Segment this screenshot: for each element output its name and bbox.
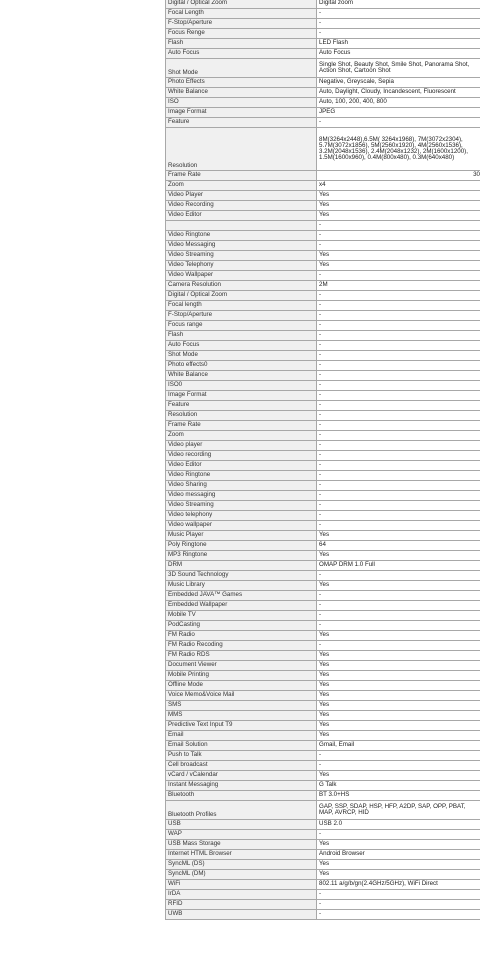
spec-value: BT 3.0+HS bbox=[317, 791, 480, 801]
spec-value: - bbox=[317, 890, 480, 900]
spec-row bbox=[166, 29, 480, 39]
spec-row bbox=[166, 880, 480, 890]
spec-value: Yes bbox=[317, 191, 480, 201]
spec-row bbox=[166, 461, 480, 471]
spec-row bbox=[166, 910, 480, 920]
spec-value: - bbox=[317, 19, 480, 29]
spec-label: IrDA bbox=[166, 890, 317, 900]
spec-row bbox=[166, 191, 480, 201]
spec-row bbox=[166, 751, 480, 761]
spec-label: Video Wallpaper bbox=[166, 271, 317, 281]
spec-row bbox=[166, 311, 480, 321]
spec-value: - bbox=[317, 571, 480, 581]
spec-row bbox=[166, 431, 480, 441]
spec-label: Photo effects0 bbox=[166, 361, 317, 371]
spec-label: SyncML (DM) bbox=[166, 870, 317, 880]
spec-row bbox=[166, 731, 480, 741]
spec-value: JPEG bbox=[317, 108, 480, 118]
spec-row bbox=[166, 371, 480, 381]
spec-label: Cell broadcast bbox=[166, 761, 317, 771]
spec-value: - bbox=[317, 291, 480, 301]
spec-value: Yes bbox=[317, 731, 480, 741]
spec-row bbox=[166, 661, 480, 671]
spec-row bbox=[166, 791, 480, 801]
spec-label: USB Mass Storage bbox=[166, 840, 317, 850]
spec-row bbox=[166, 9, 480, 19]
spec-row bbox=[166, 128, 480, 171]
spec-row bbox=[166, 471, 480, 481]
spec-label: Focus range bbox=[166, 321, 317, 331]
spec-label: Resolution bbox=[166, 411, 317, 421]
spec-value: 2M bbox=[317, 281, 480, 291]
spec-label: Video messaging bbox=[166, 491, 317, 501]
spec-value: 30 bbox=[317, 171, 480, 181]
spec-label: Music Player bbox=[166, 531, 317, 541]
spec-label: Mobile TV bbox=[166, 611, 317, 621]
spec-row bbox=[166, 830, 480, 840]
spec-value: - bbox=[317, 641, 480, 651]
spec-row bbox=[166, 890, 480, 900]
spec-label: Video Editor bbox=[166, 211, 317, 221]
spec-value: - bbox=[317, 381, 480, 391]
spec-value: G Talk bbox=[317, 781, 480, 791]
spec-row bbox=[166, 271, 480, 281]
spec-row bbox=[166, 221, 480, 231]
spec-label: SyncML (DS) bbox=[166, 860, 317, 870]
spec-value: Yes bbox=[317, 531, 480, 541]
spec-row bbox=[166, 98, 480, 108]
spec-row bbox=[166, 88, 480, 98]
spec-label: Video Ringtone bbox=[166, 231, 317, 241]
spec-label: Email Solution bbox=[166, 741, 317, 751]
spec-value: - bbox=[317, 601, 480, 611]
spec-row bbox=[166, 261, 480, 271]
spec-row bbox=[166, 361, 480, 371]
spec-label: Shot Mode bbox=[166, 351, 317, 361]
spec-label: Mobile Printing bbox=[166, 671, 317, 681]
spec-table bbox=[165, 0, 480, 920]
spec-value: x4 bbox=[317, 181, 480, 191]
spec-row bbox=[166, 49, 480, 59]
spec-row bbox=[166, 681, 480, 691]
spec-label: Auto Focus bbox=[166, 341, 317, 351]
spec-label: Video Telephony bbox=[166, 261, 317, 271]
spec-row bbox=[166, 850, 480, 860]
spec-value: - bbox=[317, 591, 480, 601]
spec-row bbox=[166, 441, 480, 451]
spec-row bbox=[166, 521, 480, 531]
spec-label: FM Radio RDS bbox=[166, 651, 317, 661]
spec-label: Feature bbox=[166, 118, 317, 128]
spec-value: - bbox=[317, 311, 480, 321]
spec-row bbox=[166, 551, 480, 561]
spec-label: Photo Effects bbox=[166, 78, 317, 88]
spec-row bbox=[166, 0, 480, 9]
spec-value: - bbox=[317, 830, 480, 840]
spec-label: Focal length bbox=[166, 301, 317, 311]
spec-value: - bbox=[317, 431, 480, 441]
spec-label: Focal Length bbox=[166, 9, 317, 19]
spec-value: Auto, 100, 200, 400, 800 bbox=[317, 98, 480, 108]
spec-row bbox=[166, 331, 480, 341]
spec-value: Single Shot, Beauty Shot, Smile Shot, Panorama Shot, Action Shot, Cartoon Shot bbox=[317, 59, 480, 78]
spec-label: Instant Messaging bbox=[166, 781, 317, 791]
spec-value: Yes bbox=[317, 261, 480, 271]
spec-value: - bbox=[317, 341, 480, 351]
spec-label: F-Stop/Aperture bbox=[166, 19, 317, 29]
spec-row bbox=[166, 531, 480, 541]
spec-row bbox=[166, 801, 480, 820]
spec-value: - bbox=[317, 371, 480, 381]
spec-label: Image Format bbox=[166, 391, 317, 401]
spec-row bbox=[166, 651, 480, 661]
spec-label: Push to Talk bbox=[166, 751, 317, 761]
spec-label: Video player bbox=[166, 441, 317, 451]
spec-row bbox=[166, 771, 480, 781]
spec-row bbox=[166, 621, 480, 631]
spec-label: Focus Renge bbox=[166, 29, 317, 39]
spec-label: Internet HTML Browser bbox=[166, 850, 317, 860]
spec-row bbox=[166, 118, 480, 128]
spec-label: Video telephony bbox=[166, 511, 317, 521]
spec-label: UWB bbox=[166, 910, 317, 920]
spec-label: FM Radio bbox=[166, 631, 317, 641]
spec-label: Digital / Optical Zoom bbox=[166, 0, 317, 9]
spec-label: Video recording bbox=[166, 451, 317, 461]
spec-value: - bbox=[317, 471, 480, 481]
spec-value: Yes bbox=[317, 870, 480, 880]
spec-row bbox=[166, 591, 480, 601]
spec-row bbox=[166, 741, 480, 751]
spec-value: Yes bbox=[317, 711, 480, 721]
spec-value: - bbox=[317, 401, 480, 411]
spec-row bbox=[166, 231, 480, 241]
spec-row bbox=[166, 281, 480, 291]
spec-label: Frame Rate bbox=[166, 171, 317, 181]
spec-label: Flash bbox=[166, 39, 317, 49]
spec-label: Zoom bbox=[166, 431, 317, 441]
spec-row bbox=[166, 501, 480, 511]
spec-label: Poly Ringtone bbox=[166, 541, 317, 551]
spec-row bbox=[166, 108, 480, 118]
spec-label: Offline Mode bbox=[166, 681, 317, 691]
spec-row bbox=[166, 820, 480, 830]
spec-value: - bbox=[317, 441, 480, 451]
spec-label: Voice Memo&Voice Mail bbox=[166, 691, 317, 701]
spec-label: Flash bbox=[166, 331, 317, 341]
spec-value: - bbox=[317, 221, 480, 231]
spec-value: - bbox=[317, 521, 480, 531]
spec-row bbox=[166, 701, 480, 711]
spec-value: Auto Focus bbox=[317, 49, 480, 59]
spec-row bbox=[166, 561, 480, 571]
spec-label: FM Radio Recoding bbox=[166, 641, 317, 651]
spec-value: - bbox=[317, 231, 480, 241]
spec-label: White Balance bbox=[166, 88, 317, 98]
spec-label: USB bbox=[166, 820, 317, 830]
spec-label: Email bbox=[166, 731, 317, 741]
spec-value: - bbox=[317, 29, 480, 39]
spec-label: Video Recording bbox=[166, 201, 317, 211]
spec-row bbox=[166, 511, 480, 521]
spec-label: Video Editor bbox=[166, 461, 317, 471]
spec-label: Shot Mode bbox=[166, 59, 317, 78]
spec-row bbox=[166, 39, 480, 49]
spec-value: - bbox=[317, 118, 480, 128]
spec-row bbox=[166, 691, 480, 701]
spec-row bbox=[166, 671, 480, 681]
spec-value: Yes bbox=[317, 661, 480, 671]
spec-row bbox=[166, 391, 480, 401]
spec-row bbox=[166, 211, 480, 221]
spec-value: - bbox=[317, 351, 480, 361]
spec-value: Yes bbox=[317, 671, 480, 681]
spec-value: Yes bbox=[317, 581, 480, 591]
spec-row bbox=[166, 241, 480, 251]
spec-label: 3D Sound Technology bbox=[166, 571, 317, 581]
spec-label: Resolution bbox=[166, 128, 317, 171]
spec-row bbox=[166, 631, 480, 641]
spec-label: Video Sharing bbox=[166, 481, 317, 491]
spec-value: - bbox=[317, 511, 480, 521]
spec-value: Yes bbox=[317, 701, 480, 711]
spec-label: WiFi bbox=[166, 880, 317, 890]
spec-row bbox=[166, 171, 480, 181]
spec-row bbox=[166, 611, 480, 621]
spec-label: Embedded JAVA™ Games bbox=[166, 591, 317, 601]
spec-row bbox=[166, 541, 480, 551]
spec-label: White Balance bbox=[166, 371, 317, 381]
spec-value: USB 2.0 bbox=[317, 820, 480, 830]
spec-label: Camera Resolution bbox=[166, 281, 317, 291]
spec-value: Negative, Greyscale, Sepia bbox=[317, 78, 480, 88]
spec-value: Digital zoom bbox=[317, 0, 480, 9]
spec-label: ISO0 bbox=[166, 381, 317, 391]
spec-label: Video Ringtone bbox=[166, 471, 317, 481]
spec-label: Digital / Optical Zoom bbox=[166, 291, 317, 301]
spec-label: WAP bbox=[166, 830, 317, 840]
spec-row bbox=[166, 181, 480, 191]
spec-row bbox=[166, 301, 480, 311]
spec-row bbox=[166, 341, 480, 351]
spec-value: Yes bbox=[317, 840, 480, 850]
spec-value: - bbox=[317, 461, 480, 471]
spec-row bbox=[166, 900, 480, 910]
spec-value: - bbox=[317, 321, 480, 331]
spec-value: Yes bbox=[317, 251, 480, 261]
spec-row bbox=[166, 291, 480, 301]
spec-row bbox=[166, 840, 480, 850]
spec-value: - bbox=[317, 481, 480, 491]
spec-label: Image Format bbox=[166, 108, 317, 118]
spec-label: Feature bbox=[166, 401, 317, 411]
spec-value: - bbox=[317, 241, 480, 251]
spec-label: F-Stop/Aperture bbox=[166, 311, 317, 321]
spec-value: - bbox=[317, 421, 480, 431]
spec-label: Music Library bbox=[166, 581, 317, 591]
spec-row bbox=[166, 201, 480, 211]
spec-value: - bbox=[317, 621, 480, 631]
spec-value: Yes bbox=[317, 691, 480, 701]
spec-row bbox=[166, 721, 480, 731]
spec-value: Auto, Daylight, Cloudy, Incandescent, Fluorescent bbox=[317, 88, 480, 98]
spec-value: 802.11 a/g/b/gn(2.4GHz/5GHz), WiFi Direct bbox=[317, 880, 480, 890]
spec-value: Yes bbox=[317, 201, 480, 211]
spec-row bbox=[166, 59, 480, 78]
spec-value: - bbox=[317, 611, 480, 621]
spec-row bbox=[166, 381, 480, 391]
spec-value: - bbox=[317, 391, 480, 401]
spec-row bbox=[166, 251, 480, 261]
spec-row bbox=[166, 411, 480, 421]
spec-row bbox=[166, 711, 480, 721]
spec-row bbox=[166, 451, 480, 461]
spec-value: - bbox=[317, 761, 480, 771]
spec-row bbox=[166, 581, 480, 591]
spec-value: OMAP DRM 1.0 Full bbox=[317, 561, 480, 571]
spec-label: DRM bbox=[166, 561, 317, 571]
spec-label: Video wallpaper bbox=[166, 521, 317, 531]
spec-row bbox=[166, 19, 480, 29]
spec-label: Bluetooth bbox=[166, 791, 317, 801]
spec-value: Gmail, Email bbox=[317, 741, 480, 751]
spec-value: - bbox=[317, 751, 480, 761]
spec-label: Video Player bbox=[166, 191, 317, 201]
spec-value: - bbox=[317, 451, 480, 461]
spec-row bbox=[166, 870, 480, 880]
spec-value: LED Flash bbox=[317, 39, 480, 49]
spec-value: - bbox=[317, 331, 480, 341]
spec-label: ISO bbox=[166, 98, 317, 108]
spec-value: Yes bbox=[317, 860, 480, 870]
spec-label: SMS bbox=[166, 701, 317, 711]
spec-row bbox=[166, 781, 480, 791]
spec-label: MP3 Ringtone bbox=[166, 551, 317, 561]
spec-value: Yes bbox=[317, 681, 480, 691]
spec-row bbox=[166, 761, 480, 771]
spec-value: - bbox=[317, 361, 480, 371]
spec-value: - bbox=[317, 501, 480, 511]
spec-value: GAP, SSP, SDAP, HSP, HFP, A2DP, SAP, OPP, PBAT, MAP, AVRCP, HID bbox=[317, 801, 480, 820]
spec-label: Predictive Text Input T9 bbox=[166, 721, 317, 731]
spec-value: - bbox=[317, 301, 480, 311]
spec-label: MMS bbox=[166, 711, 317, 721]
spec-label: RFID bbox=[166, 900, 317, 910]
spec-row bbox=[166, 860, 480, 870]
spec-label: Auto Focus bbox=[166, 49, 317, 59]
spec-row bbox=[166, 641, 480, 651]
spec-row bbox=[166, 601, 480, 611]
spec-label: vCard / vCalendar bbox=[166, 771, 317, 781]
spec-table-body bbox=[166, 0, 480, 920]
spec-value: Yes bbox=[317, 721, 480, 731]
spec-value: Yes bbox=[317, 651, 480, 661]
spec-value: - bbox=[317, 910, 480, 920]
spec-value: Android Browser bbox=[317, 850, 480, 860]
spec-value: 64 bbox=[317, 541, 480, 551]
spec-label: Zoom bbox=[166, 181, 317, 191]
spec-label: Video Streaming bbox=[166, 251, 317, 261]
spec-row bbox=[166, 571, 480, 581]
spec-value: Yes bbox=[317, 631, 480, 641]
spec-value: - bbox=[317, 271, 480, 281]
spec-value: 8M(3264x2448),6.5M( 3264x1968), 7M(3072x2304), 5.7M(3072x1856), 5M(2560x1920), 4M(2560x1536), 3.2M(2048x1536), 2.4M(2048x1232), 2M(1600x1200), 1.5M(1600x960), 0.4M(800x480), 0.3M(640x480) bbox=[317, 128, 480, 171]
spec-value: Yes bbox=[317, 771, 480, 781]
spec-label bbox=[166, 221, 317, 231]
spec-label: Video Streaming bbox=[166, 501, 317, 511]
spec-value: Yes bbox=[317, 551, 480, 561]
spec-value: - bbox=[317, 9, 480, 19]
spec-row bbox=[166, 321, 480, 331]
spec-value: Yes bbox=[317, 211, 480, 221]
spec-label: Embedded Wallpaper bbox=[166, 601, 317, 611]
spec-label: Bluetooth Profiles bbox=[166, 801, 317, 820]
spec-label: Video Messaging bbox=[166, 241, 317, 251]
spec-value: - bbox=[317, 411, 480, 421]
spec-row bbox=[166, 491, 480, 501]
spec-row bbox=[166, 401, 480, 411]
spec-value: - bbox=[317, 900, 480, 910]
spec-row bbox=[166, 481, 480, 491]
spec-label: Document Viewer bbox=[166, 661, 317, 671]
spec-row bbox=[166, 78, 480, 88]
spec-row bbox=[166, 351, 480, 361]
spec-label: PodCasting bbox=[166, 621, 317, 631]
spec-value: - bbox=[317, 491, 480, 501]
spec-label: Frame Rate bbox=[166, 421, 317, 431]
spec-row bbox=[166, 421, 480, 431]
